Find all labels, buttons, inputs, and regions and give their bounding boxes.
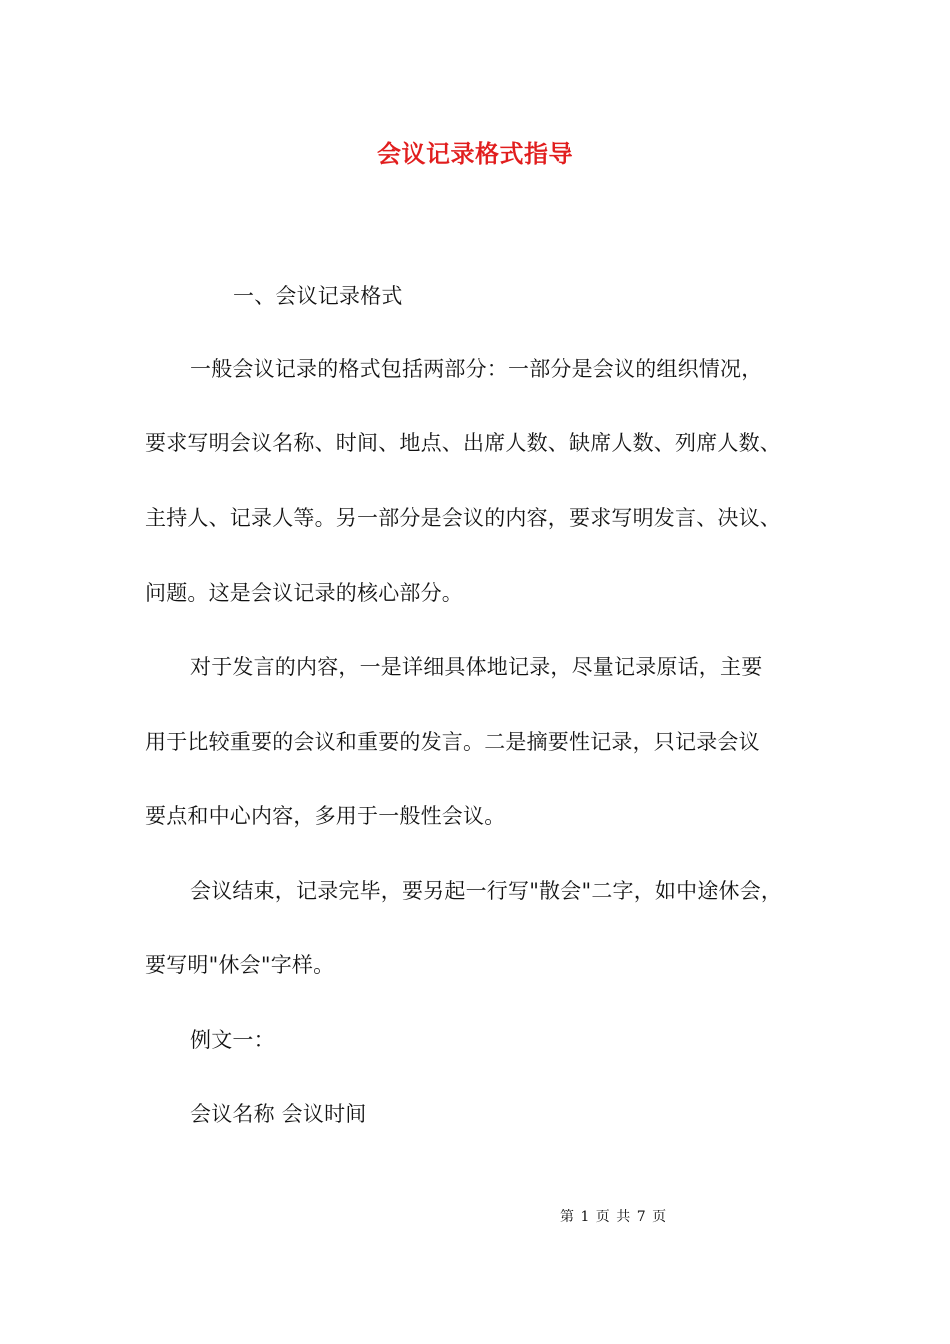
document-title: 会议记录格式指导 xyxy=(377,139,573,168)
paragraph-line: 要写明"休会"字样。 xyxy=(145,953,335,977)
paragraph-line: 要点和中心内容，多用于一般性会议。 xyxy=(145,804,506,828)
example-label: 例文一： xyxy=(190,1028,275,1052)
paragraph-line: 会议结束，记录完毕，要另起一行写"散会"二字，如中途休会， xyxy=(190,879,783,903)
section-heading: 一、会议记录格式 xyxy=(233,284,403,308)
paragraph-line: 一般会议记录的格式包括两部分：一部分是会议的组织情况， xyxy=(190,357,763,381)
paragraph-line: 问题。这是会议记录的核心部分。 xyxy=(145,581,463,605)
paragraph-line: 主持人、记录人等。另一部分是会议的内容，要求写明发言、决议、 xyxy=(145,506,781,530)
paragraph-line: 用于比较重要的会议和重要的发言。二是摘要性记录，只记录会议 xyxy=(145,730,760,754)
paragraph-line: 要求写明会议名称、时间、地点、出席人数、缺席人数、列席人数、 xyxy=(145,431,781,455)
paragraph-line: 对于发言的内容，一是详细具体地记录，尽量记录原话，主要 xyxy=(190,655,763,679)
example-heading: 会议名称 会议时间 xyxy=(190,1102,367,1126)
page-footer: 第 1 页 共 7 页 xyxy=(560,1209,668,1225)
